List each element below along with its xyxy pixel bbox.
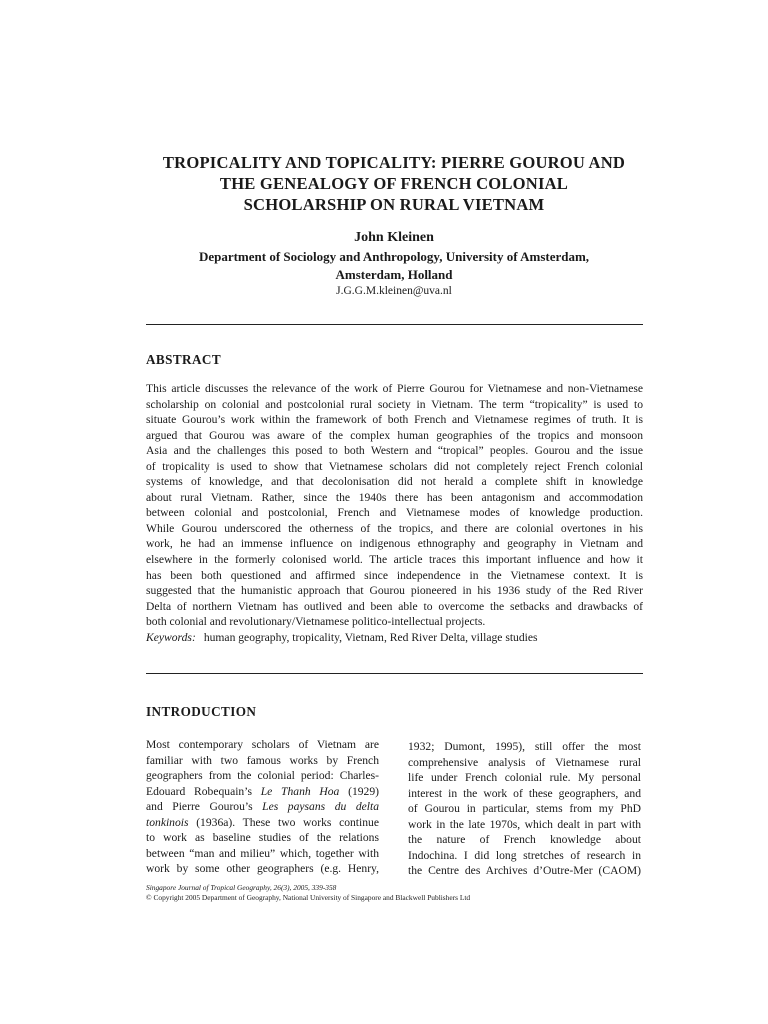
journal-citation: Singapore Journal of Tropical Geography, 26(3), 2005, 339-358 (146, 883, 337, 892)
intro-line: tonkinois (1936a). These two works continue (146, 815, 379, 829)
abstract-line: suggested that the humanistic approach that Gourou pioneered in his 1936 study of the Red River (146, 584, 643, 598)
abstract-line: both colonial and revolutionary/Vietnamese politico-intellectual projects. (146, 615, 486, 629)
abstract-line: This article discusses the relevance of the work of Pierre Gourou for Vietnamese and non-Vietnamese (146, 382, 643, 395)
intro-line: work by some other geographers (e.g. Henry, (146, 862, 379, 876)
intro-line: of Gourou in particular, stems from my PhD (408, 802, 641, 816)
article-title (130, 152, 658, 215)
keywords-text: human geography, tropicality, Vietnam, Red River Delta, village studies (203, 631, 538, 644)
introduction-heading: INTRODUCTION (146, 704, 257, 719)
intro-line: life under French colonial rule. My personal (408, 771, 641, 785)
abstract-line: elsewhere in the formerly colonised world. The article traces this important influence and how it (146, 553, 643, 567)
title-line: SCHOLARSHIP ON RURAL VIETNAM (243, 195, 545, 214)
abstract-line: While Gourou underscored the otherness of the tropics, and there are colonial overtones in his (146, 521, 643, 535)
abstract-line: Asia and the challenges this posed to both Western and “tropical” peoples. Gourou and the issue (146, 444, 643, 458)
divider-rule (146, 324, 643, 325)
intro-line: 1932; Dumont, 1995), still offer the most (408, 740, 641, 753)
author-affiliation (150, 248, 638, 284)
intro-line: and Pierre Gourou’s Les paysans du delta (146, 800, 379, 814)
title-line: TROPICALITY AND TOPICALITY: PIERRE GOUROU AND (162, 153, 626, 172)
abstract-line: has been both questioned and affirmed since independence in the Vietnamese context. It is (146, 568, 643, 582)
divider-rule (146, 673, 643, 674)
abstract-line: argued that Gourou was aware of the complex human geographies of the tropics and monsoon (146, 428, 643, 442)
abstract-line: Delta of northern Vietnam has outlived and been able to overcome the setbacks and drawbacks of (146, 599, 643, 613)
abstract-line: systems of knowledge, and that decolonisation did not herald a complete shift in knowledge (146, 475, 643, 489)
intro-line: interest in the work of these geographers, and (408, 786, 641, 800)
abstract-line: scholarship on colonial and postcolonial rural society in Vietnam. The term “tropicality” is used to (146, 397, 643, 411)
page-footer (146, 883, 643, 903)
intro-line: the nature of French knowledge about (408, 833, 641, 847)
intro-line: to work as baseline studies of the relations (146, 831, 379, 845)
abstract-line: about rural Vietnam. Rather, since the 1940s there has been antagonism and accommodation (146, 490, 643, 504)
intro-column-left (146, 737, 379, 877)
intro-line: the Centre des Archives d’Outre-Mer (CAOM) (408, 864, 641, 878)
title-line: THE GENEALOGY OF FRENCH COLONIAL (219, 174, 569, 193)
keywords (146, 631, 643, 644)
affiliation-line: Amsterdam, Holland (335, 267, 453, 282)
abstract-body (146, 381, 643, 630)
abstract-line: between colonial and postcolonial, French and Vietnamese modes of knowledge production. (146, 506, 643, 520)
keywords-label: Keywords: (146, 631, 196, 644)
affiliation-line: Department of Sociology and Anthropology, University of Amsterdam, (198, 249, 590, 264)
intro-line: geographers from the colonial period: Charles- (146, 769, 379, 783)
abstract-line: situate Gourou’s work within the framework of both French and Vietnamese regimes of truth. It is (146, 413, 643, 427)
intro-line: work in the late 1970s, which dealt in part with (408, 817, 641, 831)
intro-line: familiar with two famous works by French (146, 753, 379, 767)
author-email: J.G.G.M.kleinen@uva.nl (336, 285, 452, 297)
copyright-notice: © Copyright 2005 Department of Geography, National University of Singapore and Blackwell Publishers Ltd (146, 893, 471, 902)
intro-line: between “man and milieu” which, together with (146, 846, 379, 860)
intro-line: Indochina. I did long stretches of research in (408, 848, 641, 862)
intro-line: Most contemporary scholars of Vietnam are (146, 738, 379, 751)
author-name: John Kleinen (354, 230, 434, 245)
intro-line: Edouard Robequain’s Le Thanh Hoa (1929) (146, 784, 379, 798)
abstract-line: work, he had an immense influence on indigenous ethnography and geography in Vietnam and (146, 537, 643, 551)
intro-line: comprehensive analysis of Vietnamese rural (408, 755, 641, 769)
abstract-heading: ABSTRACT (146, 352, 222, 367)
abstract-line: of tropicality is used to show that Vietnamese scholars did not completely reject French colonial (146, 459, 643, 473)
intro-column-right (408, 739, 641, 879)
